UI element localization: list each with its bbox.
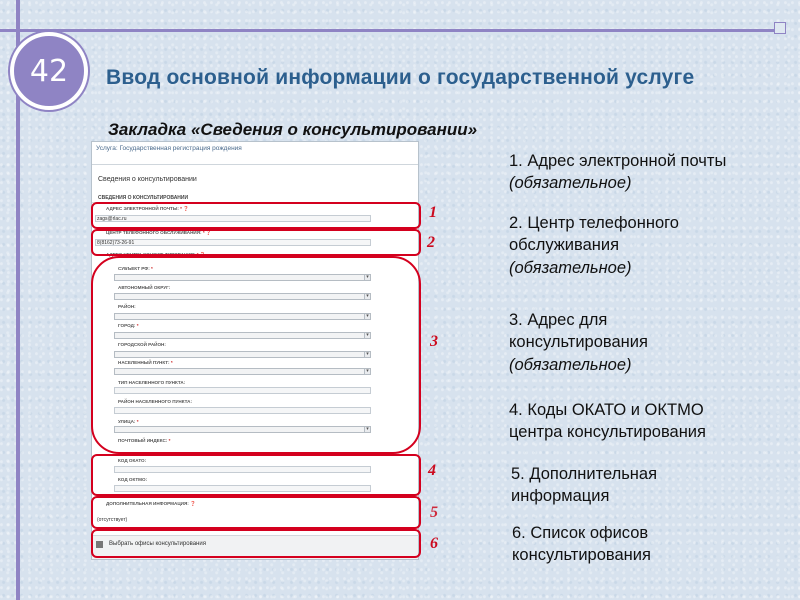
description-5: 5. Дополнительная информация [511, 465, 658, 506]
marker-5: 5 [430, 504, 438, 521]
address-field-label: СУБЪЕКТ РФ: * [118, 266, 153, 271]
marker-4: 4 [428, 462, 436, 479]
section-subtitle: СВЕДЕНИЯ О КОНСУЛЬТИРОВАНИИ [98, 195, 189, 201]
slide-subtitle: Закладка «Сведения о консультировании» [108, 120, 478, 139]
highlight-frame-email [91, 202, 421, 229]
address-field-label: ПОЧТОВЫЙ ИНДЕКС: * [118, 438, 171, 443]
address-field-label: ТИП НАСЕЛЕННОГО ПУНКТА: [118, 380, 186, 385]
marker-1: 1 [429, 204, 437, 221]
marker-6: 6 [430, 535, 438, 552]
oktmo-label: КОД ОКТМО: [118, 477, 148, 482]
slide-number: 42 [29, 53, 69, 89]
chevron-down-icon: ▾ [364, 314, 370, 319]
chevron-down-icon: ▾ [364, 333, 370, 338]
chevron-down-icon: ▾ [364, 275, 370, 280]
extra-info-label: ДОПОЛНИТЕЛЬНАЯ ИНФОРМАЦИЯ: ❓ [106, 501, 196, 506]
address-field-label: АВТОНОМНЫЙ ОКРУГ: [118, 285, 171, 290]
marker-2: 2 [427, 234, 435, 251]
highlight-frame-phone [91, 229, 421, 256]
marker-3: 3 [430, 333, 438, 350]
phone-value: 8(8162)73-26-91 [97, 240, 135, 246]
divider [92, 164, 418, 165]
extra-info-value: (отсутствует) [97, 517, 128, 523]
description-3: 3. Адрес для консультирования (обязательное) [509, 311, 648, 374]
chevron-down-icon: ▾ [364, 427, 370, 432]
highlight-frame-address [91, 256, 421, 454]
address-field-label: НАСЕЛЕННЫЙ ПУНКТ: * [118, 360, 173, 365]
offices-link[interactable]: Выбрать офисы консультирования [109, 541, 206, 547]
description-2: 2. Центр телефонного обслуживания (обязательное) [509, 214, 679, 277]
address-field-label: РАЙОН НАСЕЛЕННОГО ПУНКТА: [118, 399, 192, 404]
okato-label: КОД ОКАТО: [118, 458, 147, 463]
description-4: 4. Коды ОКАТО и ОКТМО центра консультирования [509, 401, 706, 442]
highlight-frame-codes [91, 454, 421, 496]
address-field-label: ГОРОД: * [118, 323, 139, 328]
address-label: АДРЕС ЦЕНТРА КОНСУЛЬТИРОВАНИЯ: * ❓ [106, 252, 206, 257]
help-icon: ❓ [199, 252, 206, 257]
decor-horizontal-line [0, 29, 786, 32]
help-icon: ❓ [205, 230, 212, 235]
email-value: zags@rlac.ru [97, 216, 127, 222]
address-field-label: УЛИЦА: * [118, 419, 139, 424]
address-field-label: ГОРОДСКОЙ РАЙОН: [118, 342, 166, 347]
chevron-down-icon: ▾ [364, 294, 370, 299]
address-field-label: РАЙОН: [118, 304, 136, 309]
phone-label: ЦЕНТР ТЕЛЕФОННОГО ОБСЛУЖИВАНИЯ: * ❓ [106, 230, 212, 235]
email-label: АДРЕС ЭЛЕКТРОННОЙ ПОЧТЫ: * ❓ [106, 206, 189, 211]
decor-corner-square [774, 22, 786, 34]
chevron-down-icon: ▾ [364, 369, 370, 374]
service-name: Услуга: Государственная регистрация рождения [96, 145, 242, 152]
section-title: Сведения о консультировании [98, 176, 197, 183]
highlight-frame-extra [91, 496, 421, 529]
slide-number-badge [10, 32, 88, 110]
chevron-down-icon: ▾ [364, 352, 370, 357]
description-1: 1. Адрес электронной почты (обязательное) [509, 152, 727, 193]
help-icon: ❓ [183, 206, 189, 211]
description-6: 6. Список офисов консультирования [512, 524, 651, 565]
help-icon: ❓ [190, 501, 196, 506]
slide-title: Ввод основной информации о государственной услуге [106, 66, 695, 89]
highlight-frame-offices [91, 529, 421, 558]
